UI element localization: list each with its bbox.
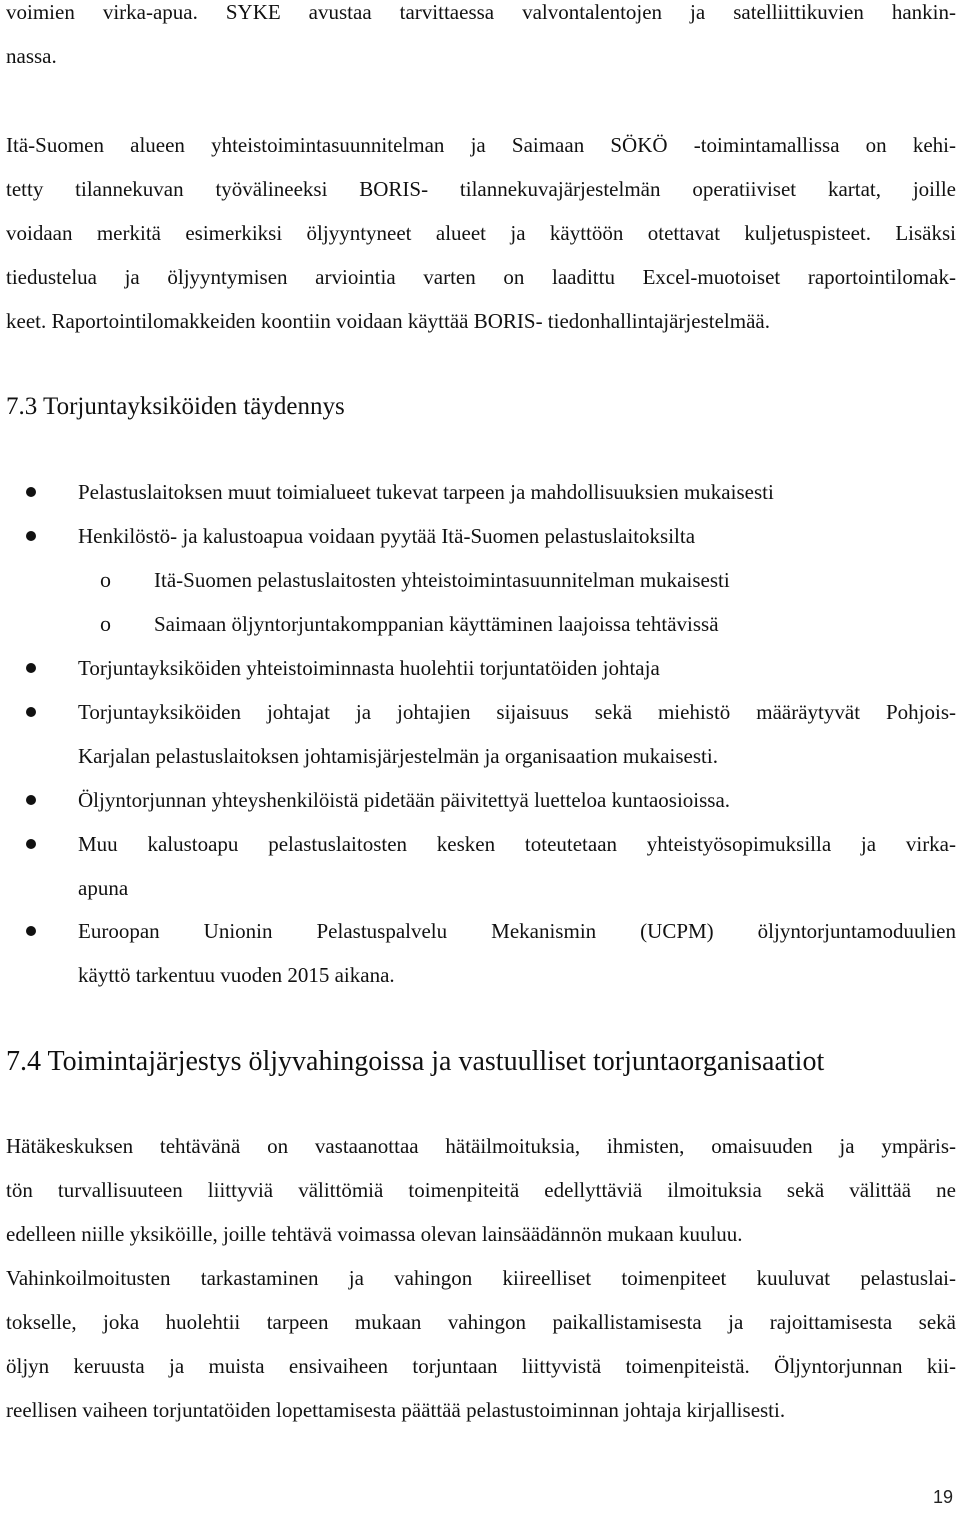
rescue-department-paragraph: [6, 1264, 956, 1440]
section-heading-7-4: 7.4 Toimintajärjestys öljyvahingoissa ja vastuulliset torjuntaorganisaatiot: [6, 1046, 825, 1077]
text-line: tetty tilannekuvan työvälineeksi BORIS- tilannekuvajärjestelmän operatiiviset kartat, joille: [6, 177, 956, 201]
list-item-text: Torjuntayksiköiden yhteistoiminnasta huolehtii torjuntatöiden johtaja: [78, 656, 660, 680]
text-line: reellisen vaiheen torjuntatöiden lopettamisesta päättää pelastustoiminnan johtaja kirjallisesti.: [6, 1398, 786, 1422]
page-number: 19: [933, 1487, 954, 1507]
text-line: Hätäkeskuksen tehtävänä on vastaanottaa hätäilmoituksia, ihmisten, omaisuuden ja ympäris-: [6, 1134, 956, 1158]
text-line: keet. Raportointilomakkeiden koontiin voidaan käyttää BORIS- tiedonhallintajärjestelmää.: [6, 309, 770, 333]
text-line: voimien virka-apua. SYKE avustaa tarvittaessa valvontalentojen ja satelliittikuvien hankin-: [6, 0, 956, 24]
bullet-icon: [26, 839, 36, 849]
intro-paragraph: [6, 0, 956, 86]
sub-list-item-text: Itä-Suomen pelastuslaitosten yhteistoimintasuunnitelman mukaisesti: [154, 568, 730, 592]
sub-list-item-text: Saimaan öljyntorjuntakomppanian käyttäminen laajoissa tehtävissä: [154, 612, 719, 636]
text-line: tokselle, joka huolehtii tarpeen mukaan vahingon paikallistamisesta ja rajoittamisesta sekä: [6, 1310, 956, 1334]
circle-bullet-icon: o: [100, 567, 111, 592]
list-item-text: apuna: [78, 876, 129, 900]
circle-bullet-icon: o: [100, 611, 111, 636]
text-line: tön turvallisuuteen liittyviä välittömiä toimenpiteitä edellyttäviä ilmoituksia sekä välittää ne: [6, 1178, 956, 1202]
list-item-text: Euroopan Unionin Pelastuspalvelu Mekanismin (UCPM) öljyntorjuntamoduulien: [78, 919, 956, 943]
list-item-text: käyttö tarkentuu vuoden 2015 aikana.: [78, 963, 395, 987]
list-item-text: Öljyntorjunnan yhteyshenkilöistä pidetään päivitettyä luetteloa kuntaosioissa.: [78, 788, 731, 812]
text-line: Itä-Suomen alueen yhteistoimintasuunnitelman ja Saimaan SÖKÖ -toimintamallissa on kehi-: [6, 133, 956, 157]
bullet-icon: [26, 926, 36, 936]
bullet-icon: [26, 707, 36, 717]
list-item-text: Torjuntayksiköiden johtajat ja johtajien sijaisuus sekä miehistö määräytyvät Pohjois-: [78, 700, 956, 724]
boris-paragraph: [6, 131, 956, 351]
list-item-text: Muu kalustoapu pelastuslaitosten kesken toteutetaan yhteistyösopimuksilla ja virka-: [78, 832, 956, 856]
list-item-text: Pelastuslaitoksen muut toimialueet tukevat tarpeen ja mahdollisuuksien mukaisesti: [78, 480, 774, 504]
bullet-icon: [26, 531, 36, 541]
text-line: edelleen niille yksiköille, joille tehtävä voimassa olevan lainsäädännön mukaan kuuluu.: [6, 1222, 743, 1246]
text-line: öljyn keruusta ja muista ensivaiheen torjuntaan liittyvistä toimenpiteistä. Öljyntorjunnan kii-: [6, 1354, 956, 1378]
bullet-icon: [26, 487, 36, 497]
text-line: tiedustelua ja öljyyntymisen arviointia varten on laadittu Excel-muotoiset raportointilomak-: [6, 265, 956, 289]
text-line: voidaan merkitä esimerkiksi öljyyntyneet alueet ja käyttöön otettavat kuljetuspisteet. Lisäksi: [6, 221, 956, 245]
bullet-icon: [26, 663, 36, 673]
text-line: Vahinkoilmoitusten tarkastaminen ja vahingon kiireelliset toimenpiteet kuuluvat pelastuslai-: [6, 1266, 956, 1290]
list-item-text: Henkilöstö- ja kalustoapua voidaan pyytää Itä-Suomen pelastuslaitoksilta: [78, 524, 696, 548]
emergency-centre-paragraph: [6, 1132, 956, 1264]
list-item-text: Karjalan pelastuslaitoksen johtamisjärjestelmän ja organisaation mukaisesti.: [78, 744, 718, 768]
bullet-icon: [26, 795, 36, 805]
text-line: nassa.: [6, 44, 57, 68]
section-heading-7-3: 7.3 Torjuntayksiköiden täydennys: [6, 393, 345, 420]
